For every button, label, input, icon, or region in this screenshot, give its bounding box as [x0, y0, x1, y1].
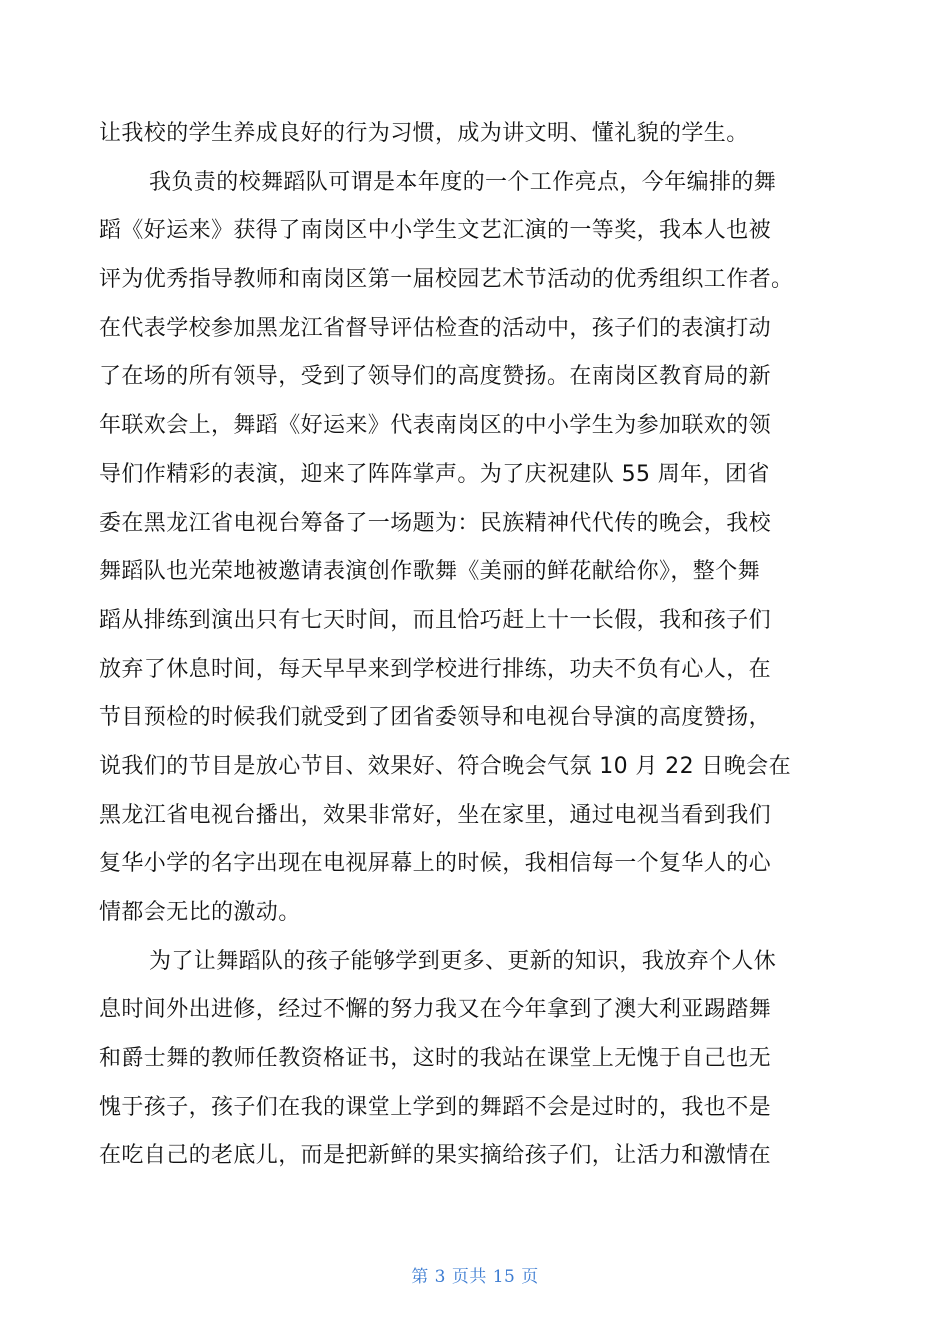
body-text — [99, 116, 859, 1187]
text-line: 在代表学校参加黑龙江省督导评估检查的活动中，孩子们的表演打动 — [99, 315, 772, 341]
text-line: 复华小学的名字出现在电视屏幕上的时候，我相信每一个复华人的心 — [99, 851, 772, 877]
text-line: 年联欢会上，舞蹈《好运来》代表南岗区的中小学生为参加联欢的领 — [99, 413, 772, 439]
text-line: 放弃了休息时间，每天早早来到学校进行排练，功夫不负有心人，在 — [99, 656, 772, 682]
text-line: 委在黑龙江省电视台筹备了一场题为：民族精神代代传的晚会，我校 — [99, 510, 772, 536]
text-line: 说我们的节目是放心节目、效果好、符合晚会气氛 10 月 22 日晚会在 — [99, 753, 791, 779]
text-line: 导们作精彩的表演，迎来了阵阵掌声。为了庆祝建队 55 周年，团省 — [99, 461, 770, 487]
text-line: 在吃自己的老底儿，而是把新鲜的果实摘给孩子们，让活力和激情在 — [99, 1143, 772, 1169]
text-line: 让我校的学生养成良好的行为习惯，成为讲文明、懂礼貌的学生。 — [99, 121, 749, 146]
text-line: 了在场的所有领导，受到了领导们的高度赞扬。在南岗区教育局的新 — [99, 364, 772, 390]
text-line: 为了让舞蹈队的孩子能够学到更多、更新的知识，我放弃个人休 — [149, 948, 777, 974]
text-line: 舞蹈队也光荣地被邀请表演创作歌舞《美丽的鲜花献给你》，整个舞 — [99, 559, 761, 585]
text-line: 情都会无比的激动。 — [99, 900, 301, 925]
page-number-footer: 第 3 页共 15 页 — [411, 1267, 539, 1287]
text-line: 我负责的校舞蹈队可谓是本年度的一个工作亮点，今年编排的舞 — [149, 169, 777, 195]
text-line: 愧于孩子，孩子们在我的课堂上学到的舞蹈不会是过时的，我也不是 — [99, 1094, 772, 1120]
text-line: 蹈《好运来》获得了南岗区中小学生文艺汇演的一等奖，我本人也被 — [99, 218, 772, 244]
text-line: 节目预检的时候我们就受到了团省委领导和电视台导演的高度赞扬， — [99, 705, 772, 731]
text-line: 息时间外出进修，经过不懈的努力我又在今年拿到了澳大利亚踢踏舞 — [99, 997, 772, 1023]
text-line: 评为优秀指导教师和南岗区第一届校园艺术节活动的优秀组织工作者。 — [99, 267, 794, 293]
text-line: 蹈从排练到演出只有七天时间，而且恰巧赶上十一长假，我和孩子们 — [99, 607, 772, 633]
text-line: 黑龙江省电视台播出，效果非常好，坐在家里，通过电视当看到我们 — [99, 802, 772, 828]
text-line: 和爵士舞的教师任教资格证书，这时的我站在课堂上无愧于自己也无 — [99, 1046, 772, 1072]
